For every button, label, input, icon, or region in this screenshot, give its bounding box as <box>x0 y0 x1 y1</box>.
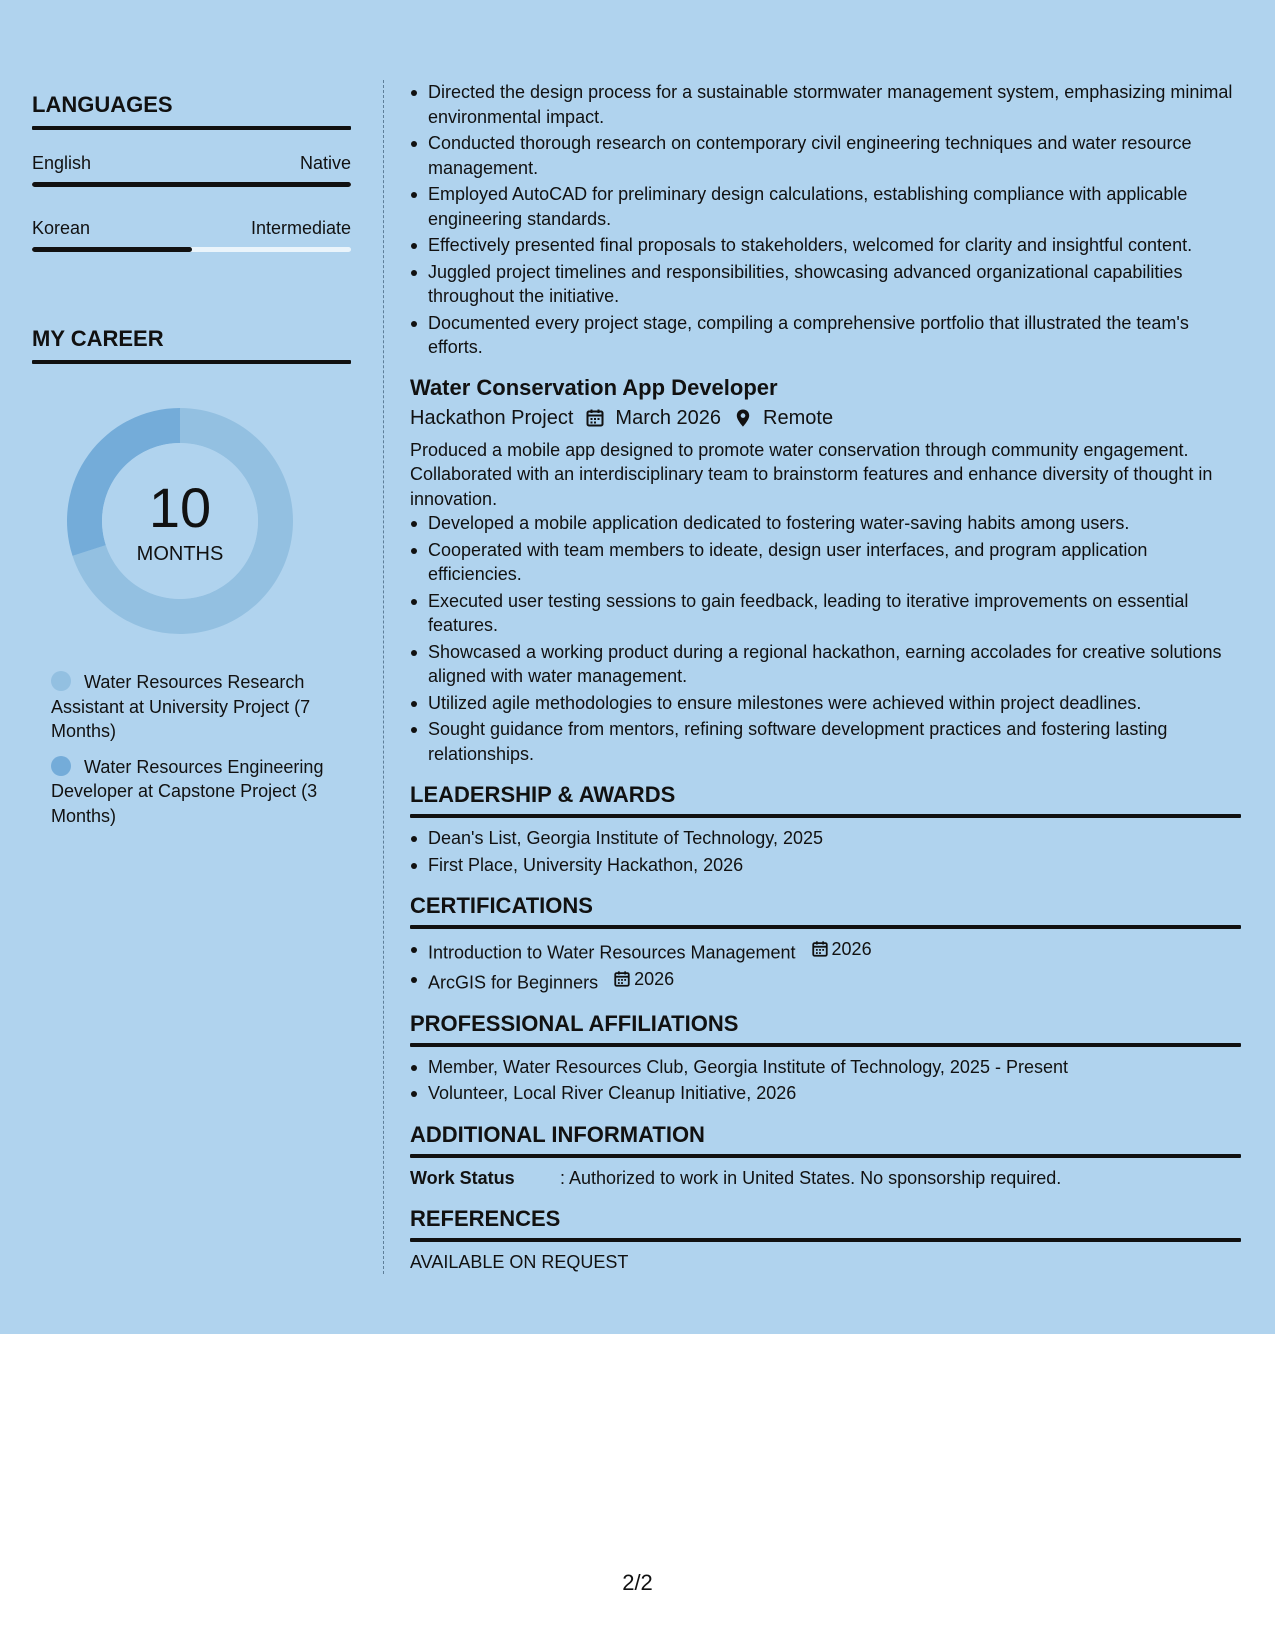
list-item: First Place, University Hackathon, 2026 <box>410 853 1241 878</box>
section-rule <box>410 925 1241 929</box>
continued-experience-bullets <box>410 80 1241 360</box>
section-rule <box>32 126 351 130</box>
list-item: Employed AutoCAD for preliminary design calculations, establishing compliance with applicable engineering standards. <box>410 182 1241 231</box>
references-section <box>410 1206 1241 1275</box>
job-bullets <box>410 511 1241 766</box>
section-rule <box>32 360 351 364</box>
location-pin-icon <box>733 408 753 428</box>
certification-year: 2026 <box>634 968 675 989</box>
career-title: MY CAREER <box>32 326 164 351</box>
column-divider <box>383 80 384 1274</box>
legend-label: Water Resources Engineering Developer at Capstone Project (3 Months) <box>51 756 324 826</box>
list-item: Conducted thorough research on contemporary civil engineering techniques and water resource management. <box>410 131 1241 180</box>
list-item: Sought guidance from mentors, refining software development practices and fostering lasting relationships. <box>410 717 1241 766</box>
certification-name: ArcGIS for Beginners <box>428 972 599 992</box>
career-total-number: 10 <box>148 476 212 539</box>
language-item-korean <box>32 217 351 252</box>
certification-name: Introduction to Water Resources Management <box>428 942 796 963</box>
job-location: Remote <box>763 406 834 429</box>
languages-section <box>32 92 351 252</box>
list-item: Directed the design process for a sustainable stormwater management system, emphasizing minimal environmental impact. <box>410 80 1241 129</box>
list-item: Member, Water Resources Club, Georgia Institute of Technology, 2025 - Present <box>410 1055 1241 1080</box>
calendar-icon <box>811 940 829 958</box>
job-date: March 2026 <box>615 406 722 429</box>
list-item: Juggled project timelines and responsibilities, showcasing advanced organizational capabilities throughout the initiative. <box>410 260 1241 309</box>
leadership-title: LEADERSHIP & AWARDS <box>410 782 676 807</box>
certification-year: 2026 <box>831 939 872 959</box>
left-column <box>32 92 351 828</box>
job-org: Hackathon Project <box>410 406 574 429</box>
language-item-english <box>32 152 351 187</box>
work-status-value: : Authorized to work in United States. No sponsorship required. <box>560 1167 1062 1188</box>
work-status-row <box>410 1166 1241 1191</box>
page-number: 2/2 <box>622 1570 653 1595</box>
language-name: Korean <box>32 218 91 238</box>
career-donut-chart <box>67 408 293 634</box>
affiliations-section <box>410 1011 1241 1106</box>
job-title: Water Conservation App Developer <box>410 374 778 400</box>
legend-label: Water Resources Research Assistant at University Project (7 Months) <box>51 672 311 741</box>
list-item: Effectively presented final proposals to stakeholders, welcomed for clarity and insightful content. <box>410 233 1241 258</box>
section-rule <box>410 1154 1241 1158</box>
list-item: Executed user testing sessions to gain feedback, leading to iterative improvements on essential features. <box>410 589 1241 638</box>
list-item: Showcased a working product during a regional hackathon, earning accolades for creative solutions aligned with water management. <box>410 640 1241 689</box>
language-proficiency-bar <box>32 182 351 187</box>
leadership-section <box>410 782 1241 877</box>
language-level: Native <box>299 153 351 173</box>
career-total-unit: MONTHS <box>136 543 224 565</box>
calendar-icon <box>613 970 631 988</box>
section-rule <box>410 814 1241 818</box>
language-proficiency-fill <box>32 182 351 187</box>
languages-title: LANGUAGES <box>32 92 173 117</box>
legend-item <box>32 670 351 744</box>
list-item: Cooperated with team members to ideate, design user interfaces, and program application efficiencies. <box>410 538 1241 587</box>
legend-dot-icon <box>51 756 71 776</box>
job-meta <box>410 404 1241 432</box>
legend-dot-icon <box>51 671 71 691</box>
list-item: Volunteer, Local River Cleanup Initiative, 2026 <box>410 1081 1241 1106</box>
list-item: Developed a mobile application dedicated to fostering water-saving habits among users. <box>410 511 1241 536</box>
certifications-section <box>410 893 1241 995</box>
additional-info-title: ADDITIONAL INFORMATION <box>410 1121 705 1147</box>
list-item <box>410 937 1241 965</box>
language-proficiency-fill <box>32 247 192 252</box>
list-item: Utilized agile methodologies to ensure milestones were achieved within project deadlines. <box>410 691 1241 716</box>
references-text: AVAILABLE ON REQUEST <box>410 1252 629 1272</box>
job-description: Produced a mobile app designed to promote water conservation through community engagement. Collaborated with an interdisciplinary team to brainstorm features and enhance diversity of thought in innovation. <box>410 439 1213 509</box>
language-proficiency-bar <box>32 247 351 252</box>
certifications-title: CERTIFICATIONS <box>410 893 593 918</box>
list-item: Documented every project stage, compiling a comprehensive portfolio that illustrated the team's efforts. <box>410 311 1241 360</box>
right-column <box>410 80 1241 1275</box>
work-status-key: Work Status <box>410 1167 515 1188</box>
career-section <box>32 326 351 828</box>
section-rule <box>410 1043 1241 1047</box>
language-name: English <box>32 153 92 173</box>
legend-item <box>32 755 351 829</box>
job-entry <box>410 374 1241 767</box>
affiliations-title: PROFESSIONAL AFFILIATIONS <box>410 1010 739 1036</box>
list-item: Dean's List, Georgia Institute of Technology, 2025 <box>410 826 1241 851</box>
list-item <box>410 967 1241 995</box>
language-level: Intermediate <box>250 218 351 238</box>
calendar-icon <box>585 408 605 428</box>
references-title: REFERENCES <box>410 1206 561 1231</box>
section-rule <box>410 1238 1241 1242</box>
career-legend <box>32 670 351 828</box>
additional-info-section <box>410 1122 1241 1191</box>
